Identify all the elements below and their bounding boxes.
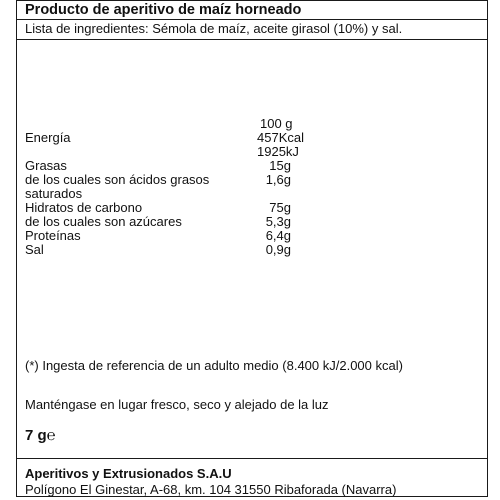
nutrient-value: 1925kJ (257, 144, 299, 159)
company-divider (17, 458, 487, 459)
title-divider (17, 19, 487, 20)
net-weight-value: 7 g (25, 427, 47, 444)
nutrient-value: 0,9g (265, 242, 291, 257)
reference-intake-footnote: (*) Ingesta de referencia de un adulto medio (8.400 kJ/2.000 kcal) (25, 358, 403, 373)
nutrient-value: 75g (269, 200, 291, 215)
nutrient-value: 1,6g (265, 172, 291, 187)
nutrient-label: Energía (25, 130, 71, 145)
nutrient-value: 15g (269, 158, 291, 173)
nutrient-label: Grasas (25, 158, 67, 173)
nutrient-value: 6,4g (265, 228, 291, 243)
company-name: Aperitivos y Extrusionados S.A.U (25, 466, 232, 481)
ingredients-divider (17, 39, 487, 40)
net-weight (25, 427, 56, 445)
nutrient-label: Sal (25, 242, 44, 257)
estimated-sign-icon: ℮ (46, 427, 56, 444)
nutrient-label: de los cuales son azúcares (25, 214, 182, 229)
nutrient-label: de los cuales son ácidos grasos (25, 172, 210, 187)
storage-instructions: Manténgase en lugar fresco, seco y alejado de la luz (25, 397, 329, 412)
nutrient-label: Hidratos de carbono (25, 200, 143, 215)
product-title: Producto de aperitivo de maíz horneado (25, 2, 302, 18)
per-100g-header: 100 g (260, 116, 293, 131)
company-address: Polígono El Ginestar, A-68, km. 104 31550 Ribaforada (Navarra) (25, 482, 397, 497)
nutrient-value: 5,3g (265, 214, 291, 229)
nutrient-label: Proteínas (25, 228, 81, 243)
nutrient-value: 457Kcal (257, 130, 304, 145)
product-label (16, 0, 488, 497)
nutrient-label: saturados (25, 186, 83, 201)
ingredients-list: Lista de ingredientes: Sémola de maíz, aceite girasol (10%) y sal. (25, 21, 403, 36)
